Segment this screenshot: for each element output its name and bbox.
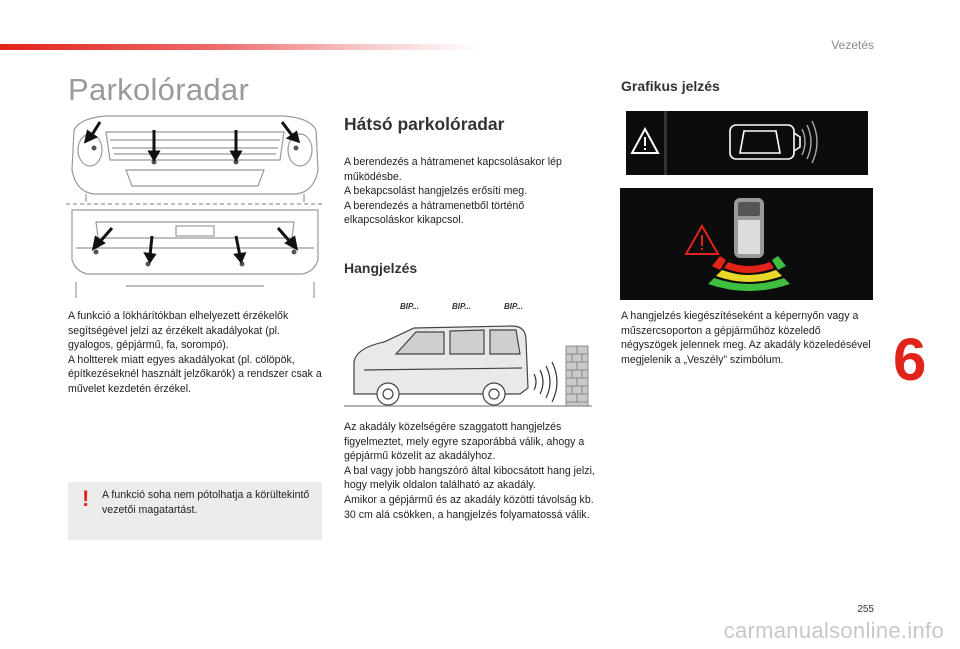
watermark-text: carmanualsonline.info <box>723 618 944 643</box>
audible-signal-description: Az akadály közelségére szaggatott hangjelzés figyelmeztet, mely egyre szaporábbá válik, ahogy a gépjármű közelít az akadályhoz. A bal vagy jobb hangszóró által kibocsátott hang jelzi, hogy melyik oldalon található az akadály. Amikor a gépjármű és az akadály közötti távolság kb. 30 cm alá csökken, a hangjelzés folyamatossá válik. <box>344 421 595 521</box>
rear-parking-sensors-heading: Hátsó parkolóradar <box>344 114 505 134</box>
side-view-display <box>626 111 868 175</box>
header-accent-bar <box>0 44 480 50</box>
visual-signal-description: A hangjelzés kiegészítéseként a képernyőn vagy a műszercsoporton a gépjárműhöz közeledő négyszögek jelennek meg. Az akadály közeledésével megjelenik a „Veszély” szimbólum. <box>621 310 871 366</box>
bumper-sensors-illustration <box>66 110 324 302</box>
display-panel-top-view <box>620 188 873 300</box>
beep-label-1: BIP... <box>400 302 419 311</box>
rear-sensors-intro: A berendezés a hátramenet kapcsolásakor lép működésbe. A bekapcsolást hangjelzés erősíti meg. A berendezés a hátramenetből történő elkapcsoláskor kikapcsol. <box>344 156 562 227</box>
beeps-row <box>400 302 540 316</box>
visual-signal-heading: Grafikus jelzés <box>621 78 720 94</box>
bumper-sensors-drawing <box>66 110 324 302</box>
page-title: Parkolóradar <box>68 72 250 107</box>
page-number: 255 <box>857 604 874 615</box>
van-reversing-illustration <box>344 318 592 410</box>
top-view-display <box>620 188 873 300</box>
chapter-number: 6 <box>893 326 927 393</box>
section-label: Vezetés <box>831 38 874 52</box>
beep-label-3: BIP... <box>504 302 523 311</box>
audible-signal-heading: Hangjelzés <box>344 260 418 276</box>
warning-text: A funkció soha nem pótolhatja a körültekintő vezetői magatartást. <box>102 489 310 516</box>
beep-label-2: BIP... <box>452 302 471 311</box>
van-drawing <box>344 318 592 410</box>
warning-box <box>68 482 322 540</box>
display-panel-side-view <box>626 111 868 175</box>
warning-exclamation-icon: ! <box>82 486 90 511</box>
function-description: A funkció a lökhárítókban elhelyezett érzékelők segítségével jelzi az érzékelt akadályokat (pl. gyalogos, gépjármű, fa, sorompó). A holtterek miatt egyes akadályokat (pl. cölöpök, építkezéseknél használt jelzőkarók) a rendszer csak a művelet kezdetén érzékel. <box>68 310 322 395</box>
